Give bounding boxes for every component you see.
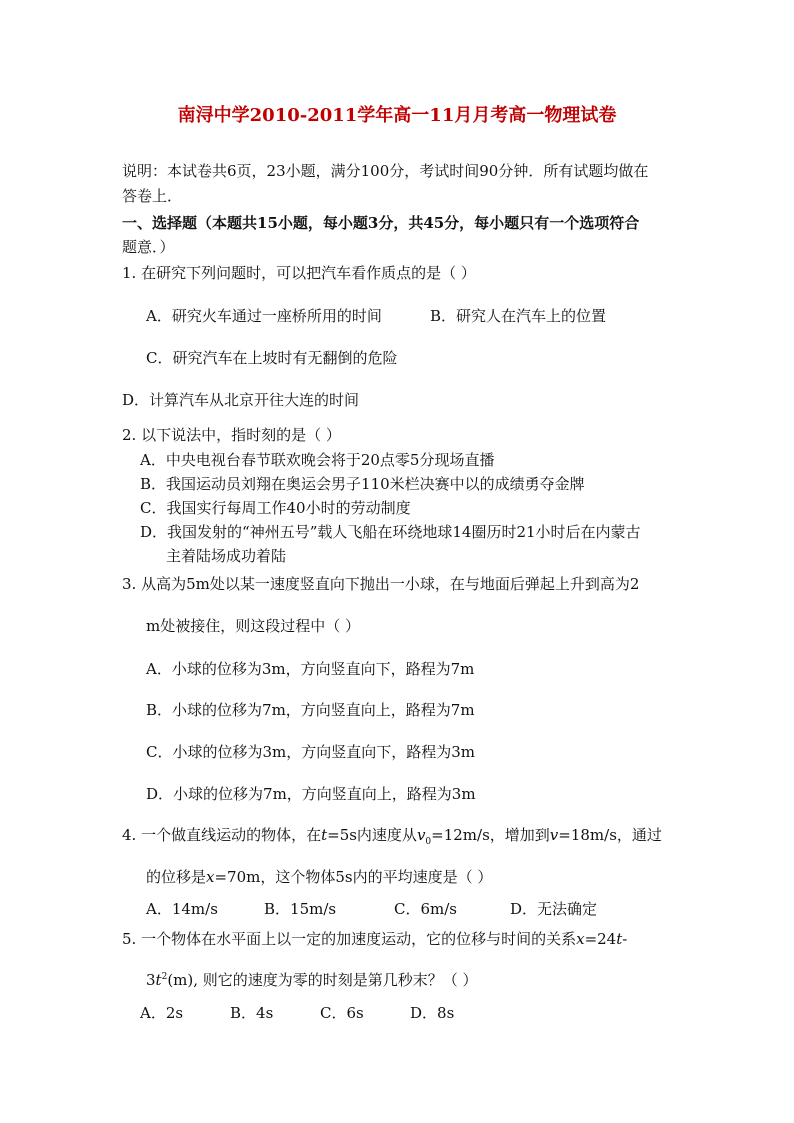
q3-option-c: C．小球的位移为3m，方向竖直向下，路程为3m [146,743,476,761]
q4-stem-1: 4. 一个做直线运动的物体，在t=5s内速度从$v_0=12m/s$，增加到v=18m/s，通过 [122,826,662,847]
q4-stem-2: 的位移是x=70m，这个物体5s内的平均速度是（ ） [146,868,493,886]
q4-option-d: D．无法确定 [510,900,598,918]
q5-option-c: C．6s [320,1004,364,1022]
q2-option-a: A．中央电视台春节联欢晚会将于20点零5分现场直播 [140,451,495,469]
section-heading: 一、选择题（本题共15小题，每小题3分，共45分，每小题只有一个选项符合 [122,214,640,232]
q3-option-a: A．小球的位移为3m，方向竖直向下，路程为7m [146,660,475,678]
q5-option-d: D．8s [410,1004,455,1022]
q3-stem-2: m处被接住，则这段过程中（ ） [146,617,360,635]
q1-option-d: D．计算汽车从北京开往大连的时间 [122,391,360,409]
q3-stem-1: 3. 从高为5m处以某一速度竖直向下抛出一小球，在与地面后弹起上升到高为2 [122,575,640,593]
q4-option-a: A．14m/s [146,900,218,918]
q2-option-d-cont: 主着陆场成功着陆 [166,547,287,565]
q5-option-a: A．2s [140,1004,184,1022]
q5-stem-1: 5. 一个物体在水平面上以一定的加速度运动，它的位移与时间的关系x=24t- [122,930,628,948]
q4-option-b: B．15m/s [264,900,337,918]
intro-line-1: 说明：本试卷共6页，23小题，满分100分，考试时间90分钟．所有试题均做在 [122,162,649,180]
q2-option-d: D．我国发射的“神州五号”载人飞船在环绕地球14圈历时21小时后在内蒙古 [140,523,641,541]
q3-option-b: B．小球的位移为7m，方向竖直向上，路程为7m [146,701,475,719]
section-heading-2: 题意．） [122,238,175,256]
q2-stem: 2. 以下说法中，指时刻的是（ ） [122,426,341,444]
q2-option-b: B．我国运动员刘翔在奥运会男子110米栏决赛中以的成绩勇夺金牌 [140,475,585,493]
q4-option-c: C．6m/s [394,900,457,918]
page-title: 南浔中学2010-2011学年高一11月月考高一物理试卷 [177,105,617,126]
q5-stem-2: $3t^2(m)$, 则它的速度为零的时刻是第几秒末？（ ） [146,971,478,989]
q1-option-c: C．研究汽车在上坡时有无翻倒的危险 [146,349,398,367]
intro-line-2: 答卷上． [122,187,183,205]
q2-option-c: C．我国实行每周工作40小时的劳动制度 [140,499,411,517]
q5-option-b: B．4s [230,1004,274,1022]
q1-option-b: B．研究人在汽车上的位置 [430,307,607,325]
q3-option-d: D．小球的位移为7m，方向竖直向上，路程为3m [146,785,476,803]
q1-stem: 1. 在研究下列问题时，可以把汽车看作质点的是（ ） [122,264,476,282]
q1-option-a: A．研究火车通过一座桥所用的时间 [146,307,382,325]
